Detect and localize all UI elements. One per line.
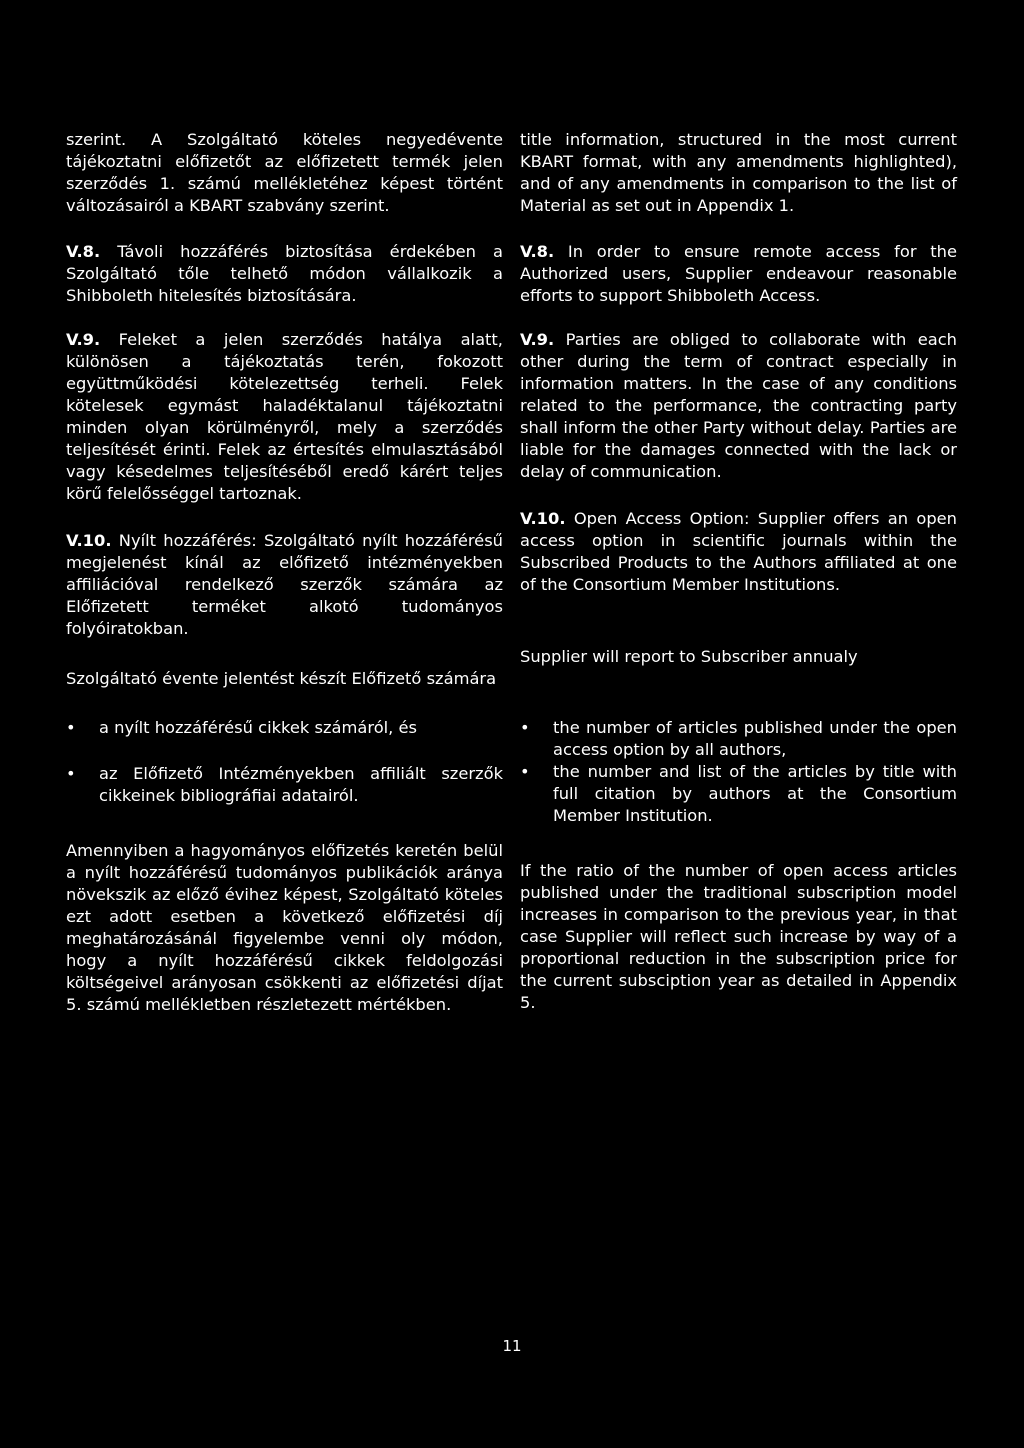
paragraph-kbart-en: title information, structured in the most current KBART format, with any amendments highlighted), and of any amendments in comparison to the list of Material as set out in Appendix 1. <box>520 130 957 215</box>
list-item: • the number of articles published under the open access option by all authors, <box>520 718 957 759</box>
page-number: 11 <box>502 1337 522 1355</box>
section-v8-hu <box>66 241 503 307</box>
paragraph-price-reduction-hu: Amennyiben a hagyományos előfizetés keretén belül a nyílt hozzáférésű tudományos publikációk aránya növekszik az előző évihez képest, Szolgáltató köteles ezt adott esetben a következő előfizetési díj meghatározásánál figyelembe venni oly módon, hogy a nyílt hozzáférésű cikkek feldolgozási költségeivel arányosan csökkenti az előfizetési díjat 5. számú mellékletben részletezett mértékben. <box>66 841 503 1014</box>
section-number: V.10. <box>66 531 112 550</box>
section-number: V.8. <box>520 242 555 261</box>
report-list-hu <box>66 717 503 807</box>
section-v10-en <box>520 508 957 596</box>
paragraph-price-reduction-en: If the ratio of the number of open access articles published under the traditional subscription model increases in comparison to the previous year, in that case Supplier will reflect such increase by way of a proportional reduction in the subscription price for the current subsciption year as detailed in Appendix 5. <box>520 861 957 1012</box>
report-list-en <box>520 717 957 827</box>
section-text: Open Access Option: Supplier offers an open access option in scientific journals within the Subscribed Products to the Authors affiliated at one of the Consortium Member Institutions. <box>520 509 957 594</box>
list-item: • a nyílt hozzáférésű cikkek számáról, és <box>66 718 418 737</box>
section-text: Feleket a jelen szerződés hatálya alatt, különösen a tájékoztatás terén, fokozott együttműködési kötelezettség terheli. Felek kötelesek egymást haladéktalanul tájékoztatni minden olyan körülményről, mely a szerződés teljesítését érinti. Felek az értesítés elmulasztásából vagy késedelmes teljesítéséből eredő kárért teljes körű felelősséggel tartoznak. <box>66 330 503 503</box>
section-number: V.9. <box>520 330 555 349</box>
section-number: V.10. <box>520 509 566 528</box>
bullet-icon: • <box>520 762 530 781</box>
section-number: V.9. <box>66 330 101 349</box>
section-text: Parties are obliged to collaborate with each other during the term of contract especially in information matters. In the case of any conditions related to the performance, the contracting party shall inform the other Party without delay. Parties are liable for the damages connected with the lack or delay of communication. <box>520 330 957 481</box>
section-number: V.8. <box>66 242 101 261</box>
report-intro-en: Supplier will report to Subscriber annualy <box>520 647 858 666</box>
section-v10-hu <box>66 530 503 640</box>
section-v8-en <box>520 241 957 307</box>
bullet-icon: • <box>66 764 76 783</box>
section-text: Nyílt hozzáférés: Szolgáltató nyílt hozzáférésű megjelenést kínál az előfizető intézményekben affiliációval rendelkező szerzők számára az Előfizetett terméket alkotó tudományos folyóiratokban. <box>66 531 503 638</box>
bullet-icon: • <box>66 718 76 737</box>
bullet-icon: • <box>520 718 530 737</box>
hungarian-column <box>66 129 503 1016</box>
section-text: Távoli hozzáférés biztosítása érdekében a Szolgáltató tőle telhető módon vállalkozik a Shibboleth hitelesítés biztosítására. <box>66 242 503 305</box>
list-item: • the number and list of the articles by title with full citation by authors at the Consortium Member Institution. <box>520 762 957 825</box>
section-v9-hu <box>66 329 503 505</box>
report-intro-hu: Szolgáltató évente jelentést készít Előfizető számára <box>66 669 497 688</box>
list-item: • az Előfizető Intézményekben affiliált szerzők cikkeinek bibliográfiai adatairól. <box>66 764 503 805</box>
english-column <box>520 129 957 1014</box>
paragraph-kbart-hu: szerint. A Szolgáltató köteles negyedévente tájékoztatni előfizetőt az előfizetett termék jelen szerződés 1. számú mellékletéhez képest történt változásairól a KBART szabvány szerint. <box>66 130 503 215</box>
section-v9-en <box>520 329 957 483</box>
section-text: In order to ensure remote access for the Authorized users, Supplier endeavour reasonable efforts to support Shibboleth Access. <box>520 242 957 305</box>
